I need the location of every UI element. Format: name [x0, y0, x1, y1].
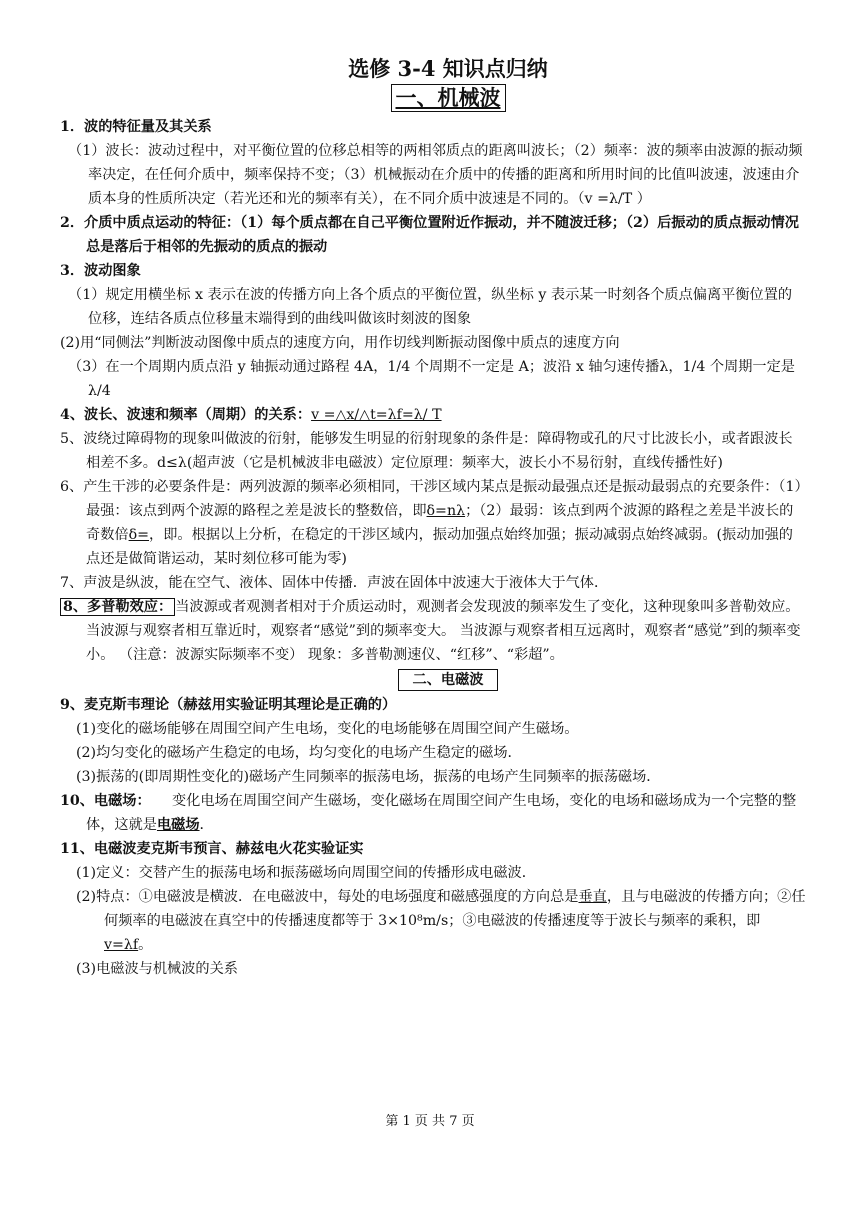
section-heading-mechanical-waves: 一、机械波 — [391, 84, 506, 112]
paragraph-7: 7、声波是纵波，能在空气、液体、固体中传播．声波在固体中波速大于液体大于气体． — [60, 575, 609, 591]
heading-11: 11、电磁波麦克斯韦预言、赫兹电火花实验证实 — [60, 841, 364, 857]
paragraph-8: 8、多普勒效应： 当波源或者观测者相对于介质运动时，观测者会发现波的频率发生了变化，这种现象叫多普勒效应。当波源与观察者相互靠近时，观察者“感觉”到的频率变大。 当波源与观察者相互远离时，观察者“感觉”到的频率变小。 （注意：波源实际频率不变） 现象：多普勒测速仪、“红移”、“彩超”。 — [60, 595, 806, 667]
paragraph-1-1: （1）波长：波动过程中，对平衡位置的位移总相等的两相邻质点的距离叫波长；（2）频率：波的频率由波源的振动频率决定，在任何介质中，频率保持不变；（3）机械振动在介质中的传播的距离和所用时间的比值叫波速，波速由介质本身的性质所决定（若光还和光的频率有关），在不同介质中波速是不同的。（v =λ/T ） — [68, 143, 803, 207]
paragraph-9-3: (3)振荡的(即周期性变化的)磁场产生同频率的振荡电场，振荡的电场产生同频率的振荡磁场． — [76, 769, 661, 785]
wave-speed-formula: v =△x/△t=λf=λ/ T — [311, 407, 442, 423]
heading-3: 3．波动图象 — [60, 263, 141, 279]
document-title: 选修 3-4 知识点归纳 — [348, 56, 548, 81]
paragraph-3-3: （3）在一个周期内质点沿 y 轴振动通过路程 4A，1/4 个周期不一定是 A；波沿 x 轴匀速传播λ，1/4 个周期一定是λ/4 — [68, 359, 795, 399]
section-heading-wrap-2 — [90, 668, 806, 692]
section-heading-electromagnetic-waves: 二、电磁波 — [398, 669, 499, 691]
paragraph-10: 10、电磁场： 变化电场在周围空间产生磁场，变化磁场在周围空间产生电场，变化的电场和磁场成为一个完整的整体，这就是电磁场． — [60, 793, 797, 833]
paragraph-9-2: (2)均匀变化的磁场产生稳定的电场，均匀变化的电场产生稳定的磁场． — [76, 745, 522, 761]
section-heading-wrap — [90, 84, 806, 113]
paragraph-9-1: (1)变化的磁场能够在周围空间产生电场，变化的电场能够在周围空间产生磁场。 — [76, 721, 579, 737]
paragraph-3-2: (2)用“同侧法”判断波动图像中质点的速度方向，用作切线判断振动图像中质点的速度方向 — [60, 335, 620, 351]
document-page — [60, 56, 806, 981]
page-footer: 第 1 页 共 7 页 — [385, 1114, 475, 1129]
paragraph-11-2: (2)特点：①电磁波是横波．在电磁波中，每处的电场强度和磁感强度的方向总是垂直，且与电磁波的传播方向；②任何频率的电磁波在真空中的传播速度都等于 3×10⁸m/s；③电磁波的传播速度等于波长与频率的乘积，即v=λf。 — [76, 889, 806, 953]
paragraph-6: 6、产生干涉的必要条件是：两列波源的频率必须相同，干涉区域内某点是振动最强点还是振动最弱点的充要条件：（1）最强：该点到两个波源的路程之差是波长的整数倍，即δ=nλ；（2）最弱：该点到两个波源的路程之差是半波长的奇数倍δ=，即。根据以上分析，在稳定的干涉区域内，振动加强点始终加强；振动减弱点始终减弱。(振动加强的点还是做简谐运动，某时刻位移可能为零) — [60, 479, 802, 567]
paragraph-3-1: （1）规定用横坐标 x 表示在波的传播方向上各个质点的平衡位置，纵坐标 y 表示某一时刻各个质点偏离平衡位置的位移，连结各质点位移量末端得到的曲线叫做该时刻波的图象 — [68, 287, 793, 327]
heading-4: 4、波长、波速和频率（周期）的关系：v =△x/△t=λf=λ/ T — [60, 407, 442, 423]
heading-1: 1．波的特征量及其关系 — [60, 119, 212, 135]
doppler-label: 8、多普勒效应： — [60, 598, 175, 616]
paragraph-11-1: (1)定义：交替产生的振荡电场和振荡磁场向周围空间的传播形成电磁波． — [76, 865, 536, 881]
heading-9: 9、麦克斯韦理论（赫兹用实验证明其理论是正确的） — [60, 697, 397, 713]
heading-2: 2．介质中质点运动的特征：（1）每个质点都在自己平衡位置附近作振动，并不随波迁移；（2）后振动的质点振动情况总是落后于相邻的先振动的质点的振动 — [60, 215, 799, 255]
paragraph-5: 5、波绕过障碍物的现象叫做波的衍射，能够发生明显的衍射现象的条件是：障碍物或孔的尺寸比波长小，或者跟波长相差不多。d≤λ(超声波（它是机械波非电磁波）定位原理：频率大，波长小不易衍射，直线传播性好) — [60, 431, 793, 471]
paragraph-11-3: (3)电磁波与机械波的关系 — [76, 961, 238, 977]
